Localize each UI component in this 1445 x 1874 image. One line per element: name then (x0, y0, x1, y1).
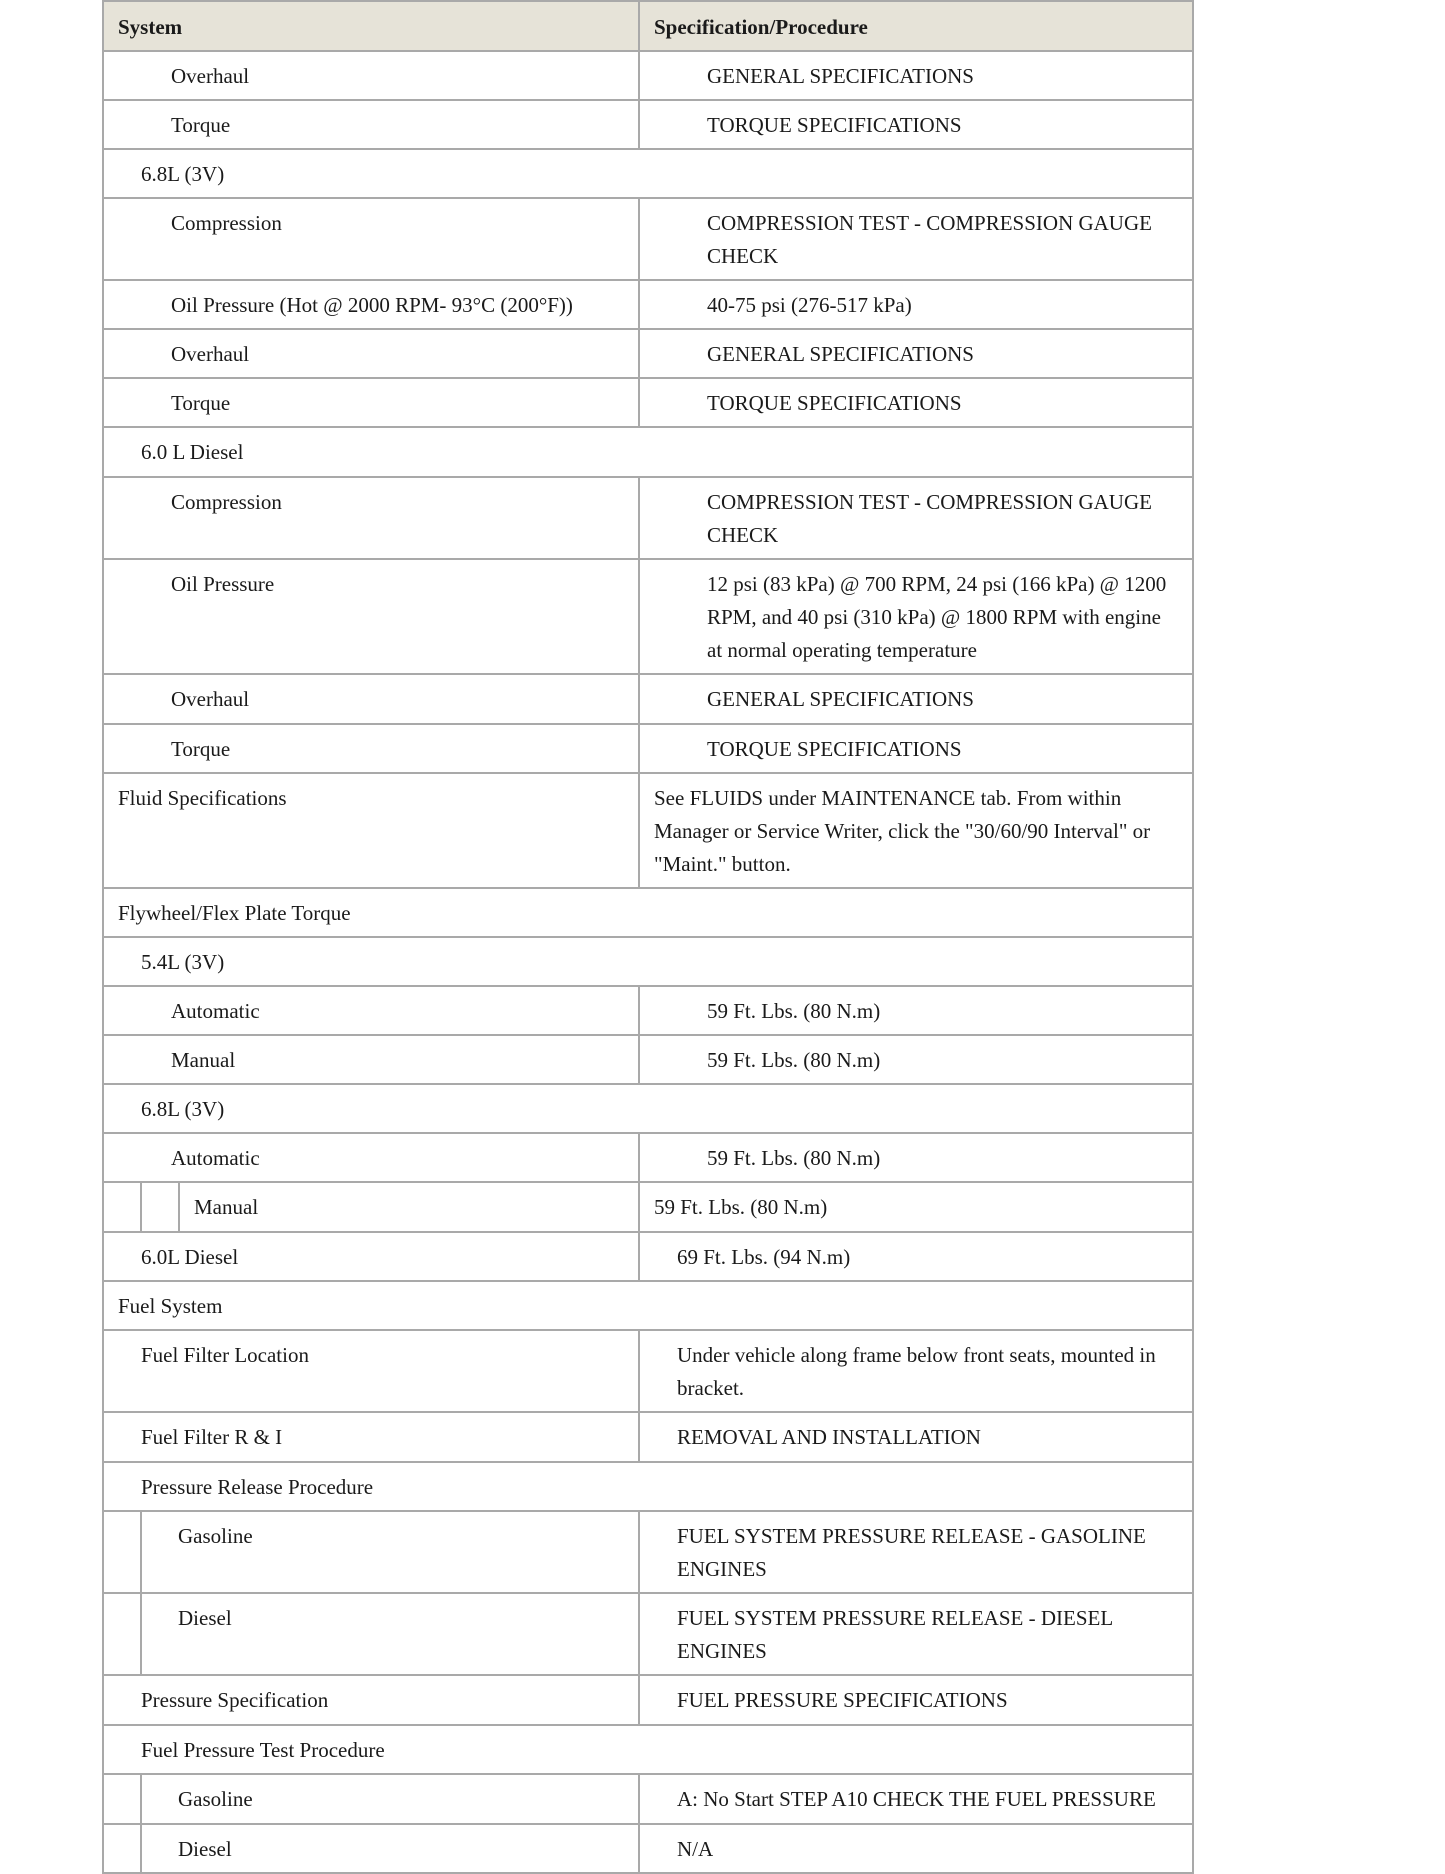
system-cell (103, 559, 639, 674)
system-cell (103, 937, 1193, 986)
specification-value: See FLUIDS under MAINTENANCE tab. From within Manager or Service Writer, click the "30/60/90 Interval" or "Maint." button. (654, 786, 1151, 876)
table-row (103, 1824, 1193, 1873)
system-label: Pressure Release Procedure (141, 1475, 374, 1499)
specification-cell (639, 198, 1193, 280)
specification-cell (639, 1182, 1193, 1232)
tree-guide (142, 1183, 180, 1231)
specification-cell (639, 986, 1193, 1035)
specification-value: FUEL PRESSURE SPECIFICATIONS (677, 1688, 1008, 1712)
system-label: Flywheel/Flex Plate Torque (118, 901, 351, 925)
specification-cell (639, 329, 1193, 378)
specification-value: TORQUE SPECIFICATIONS (707, 113, 962, 137)
tree-guide (104, 1594, 142, 1674)
table-row (103, 986, 1193, 1035)
system-label: 6.0L Diesel (141, 1245, 239, 1269)
table-row (103, 559, 1193, 674)
system-cell (103, 1281, 1193, 1330)
specification-value: A: No Start STEP A10 CHECK THE FUEL PRESSURE (677, 1787, 1156, 1811)
system-label: 5.4L (3V) (141, 950, 225, 974)
system-cell (103, 198, 639, 280)
specification-value: 12 psi (83 kPa) @ 700 RPM, 24 psi (166 kPa) @ 1200 RPM, and 40 psi (310 kPa) @ 1800 RPM with engine at normal operating temperature (707, 572, 1167, 662)
system-label: Torque (171, 391, 231, 415)
specification-value: 59 Ft. Lbs. (80 N.m) (707, 1146, 881, 1170)
specification-table (102, 0, 1194, 1874)
specification-cell (639, 378, 1193, 427)
table-row (103, 773, 1193, 888)
system-cell (103, 1462, 1193, 1511)
specification-value: FUEL SYSTEM PRESSURE RELEASE - DIESEL ENGINES (677, 1606, 1113, 1663)
system-label: Fuel Filter R & I (141, 1425, 283, 1449)
column-header-system: System (103, 1, 639, 51)
specification-value: 69 Ft. Lbs. (94 N.m) (677, 1245, 851, 1269)
system-cell (103, 1133, 639, 1182)
specification-value: GENERAL SPECIFICATIONS (707, 64, 974, 88)
table-section-row (103, 149, 1193, 198)
specification-cell (639, 1035, 1193, 1084)
tree-guide (104, 1775, 142, 1823)
system-label: Gasoline (178, 1787, 253, 1811)
system-cell (103, 1593, 639, 1675)
system-label: Automatic (171, 999, 260, 1023)
system-label: Fuel Pressure Test Procedure (141, 1738, 385, 1762)
system-cell (103, 427, 1193, 477)
specification-value: COMPRESSION TEST - COMPRESSION GAUGE CHECK (707, 490, 1152, 547)
system-label: 6.8L (3V) (141, 162, 225, 186)
specification-cell (639, 51, 1193, 100)
system-label: Overhaul (171, 687, 250, 711)
specification-cell (639, 1675, 1193, 1725)
system-label: Pressure Specification (141, 1688, 329, 1712)
system-cell (103, 1675, 639, 1725)
table-row (103, 674, 1193, 724)
table-section-row (103, 1462, 1193, 1511)
table-row (103, 1330, 1193, 1412)
system-label: Fuel Filter Location (141, 1343, 309, 1367)
table-row (103, 1133, 1193, 1182)
specification-cell (639, 1330, 1193, 1412)
system-cell (103, 1824, 639, 1873)
specification-cell (639, 1133, 1193, 1182)
system-cell (103, 1084, 1193, 1133)
table-row (103, 198, 1193, 280)
tree-guide (104, 1183, 142, 1231)
system-label: Torque (171, 113, 231, 137)
system-cell (103, 1035, 639, 1084)
specification-cell (639, 100, 1193, 149)
system-label: Diesel (178, 1606, 232, 1630)
system-cell (103, 1232, 639, 1281)
system-cell (103, 329, 639, 378)
specification-value: GENERAL SPECIFICATIONS (707, 342, 974, 366)
specification-cell (639, 559, 1193, 674)
system-cell (103, 986, 639, 1035)
specification-value: 59 Ft. Lbs. (80 N.m) (707, 999, 881, 1023)
tree-guide (104, 1512, 142, 1592)
table-section-row (103, 937, 1193, 986)
system-label: Fluid Specifications (118, 786, 287, 810)
table-row (103, 51, 1193, 100)
system-cell (103, 477, 639, 559)
system-label: Automatic (171, 1146, 260, 1170)
specification-value: TORQUE SPECIFICATIONS (707, 737, 962, 761)
specification-cell (639, 773, 1193, 888)
table-row (103, 1182, 1193, 1232)
table-section-row (103, 1281, 1193, 1330)
table-row (103, 1774, 1193, 1824)
table-row (103, 280, 1193, 329)
table-row (103, 724, 1193, 773)
system-label: 6.0 L Diesel (141, 440, 244, 464)
system-label: 6.8L (3V) (141, 1097, 225, 1121)
table-row (103, 1412, 1193, 1462)
table-section-row (103, 1725, 1193, 1774)
specification-cell (639, 674, 1193, 724)
system-label: Manual (194, 1195, 259, 1219)
table-row (103, 378, 1193, 427)
system-label: Compression (171, 490, 282, 514)
system-cell (103, 1182, 639, 1232)
specification-value: N/A (677, 1837, 714, 1861)
specification-value: 40-75 psi (276-517 kPa) (707, 293, 912, 317)
specification-cell (639, 1774, 1193, 1824)
system-label: Compression (171, 211, 282, 235)
specification-cell (639, 1232, 1193, 1281)
table-row (103, 1593, 1193, 1675)
system-cell (103, 1511, 639, 1593)
system-cell (103, 149, 1193, 198)
system-cell (103, 674, 639, 724)
system-cell (103, 100, 639, 149)
system-label: Torque (171, 737, 231, 761)
table-row (103, 1232, 1193, 1281)
specification-cell (639, 1412, 1193, 1462)
system-label: Oil Pressure (171, 572, 275, 596)
table-row (103, 1511, 1193, 1593)
system-cell (103, 51, 639, 100)
specification-cell (639, 724, 1193, 773)
system-cell (103, 773, 639, 888)
system-label: Manual (171, 1048, 236, 1072)
table-body (103, 51, 1193, 1873)
header-row (103, 1, 1193, 51)
tree-guide (104, 1825, 142, 1872)
specification-value: COMPRESSION TEST - COMPRESSION GAUGE CHECK (707, 211, 1152, 268)
specification-cell (639, 1593, 1193, 1675)
specification-value: Under vehicle along frame below front seats, mounted in bracket. (677, 1343, 1156, 1400)
system-cell (103, 1330, 639, 1412)
table-section-row (103, 427, 1193, 477)
specification-cell (639, 477, 1193, 559)
system-label: Overhaul (171, 64, 250, 88)
specification-cell (639, 1511, 1193, 1593)
specification-value: REMOVAL AND INSTALLATION (677, 1425, 981, 1449)
system-label: Overhaul (171, 342, 250, 366)
table-row (103, 1035, 1193, 1084)
system-cell (103, 888, 1193, 937)
table-row (103, 1675, 1193, 1725)
table-row (103, 477, 1193, 559)
system-label: Diesel (178, 1837, 232, 1861)
system-cell (103, 724, 639, 773)
system-cell (103, 1412, 639, 1462)
system-cell (103, 1774, 639, 1824)
table-row (103, 329, 1193, 378)
table-section-row (103, 888, 1193, 937)
specification-value: GENERAL SPECIFICATIONS (707, 687, 974, 711)
system-label: Gasoline (178, 1524, 253, 1548)
table-section-row (103, 1084, 1193, 1133)
system-cell (103, 378, 639, 427)
system-cell (103, 1725, 1193, 1774)
specification-value: FUEL SYSTEM PRESSURE RELEASE - GASOLINE ENGINES (677, 1524, 1146, 1581)
specification-cell (639, 1824, 1193, 1873)
system-label: Oil Pressure (Hot @ 2000 RPM- 93°C (200°F)) (171, 293, 573, 317)
specification-value: 59 Ft. Lbs. (80 N.m) (654, 1195, 828, 1219)
column-header-specification: Specification/Procedure (639, 1, 1193, 51)
specification-cell (639, 280, 1193, 329)
table-row (103, 100, 1193, 149)
specification-value: 59 Ft. Lbs. (80 N.m) (707, 1048, 881, 1072)
system-label: Fuel System (118, 1294, 223, 1318)
system-cell (103, 280, 639, 329)
specification-value: TORQUE SPECIFICATIONS (707, 391, 962, 415)
